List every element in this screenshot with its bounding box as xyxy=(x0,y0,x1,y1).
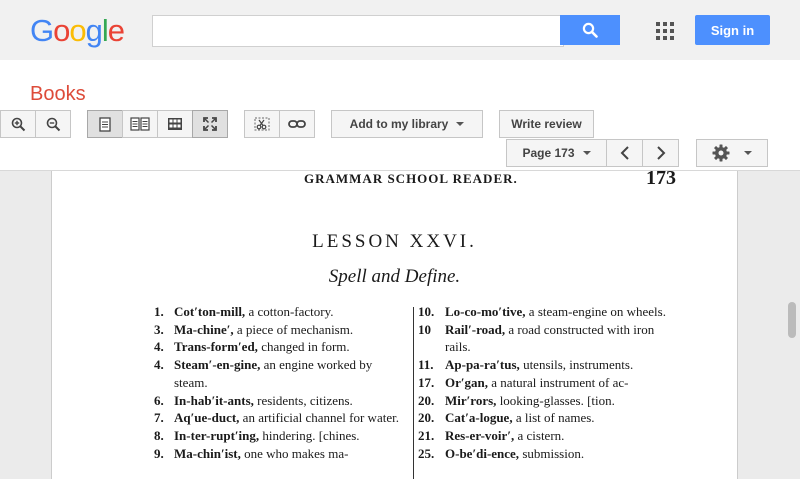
entry-number: 1. xyxy=(154,304,164,319)
entry-definition: submission. xyxy=(519,445,585,461)
vocab-entry xyxy=(154,356,407,391)
single-page-icon xyxy=(99,117,111,132)
entry-number: 10 xyxy=(418,321,431,337)
entry-number: 9. xyxy=(154,445,164,461)
thumbnail-view-button[interactable] xyxy=(157,110,193,138)
google-logo[interactable] xyxy=(30,14,124,48)
fullscreen-icon xyxy=(203,117,217,131)
vocab-entry xyxy=(418,392,676,410)
chevron-down-icon xyxy=(744,151,752,155)
entry-definition: a cotton-factory. xyxy=(245,304,334,319)
fullscreen-button[interactable] xyxy=(192,110,228,138)
vocab-entry xyxy=(154,445,407,463)
logo-letter: o xyxy=(69,13,86,48)
lesson-title: LESSON XXVI. xyxy=(312,231,477,252)
entry-term: Trans-form′ed, xyxy=(174,339,258,355)
logo-letter: l xyxy=(101,13,108,48)
single-page-view-button[interactable] xyxy=(87,110,123,138)
entry-term: Res-er-voir′, xyxy=(445,427,515,443)
entry-number: 20. xyxy=(418,410,435,426)
entry-number: 25. xyxy=(418,445,435,461)
running-head: GRAMMAR SCHOOL READER. xyxy=(304,171,518,186)
left-vocab-column xyxy=(154,303,407,462)
entry-term: Lo-co-mo′tive, xyxy=(445,304,526,319)
right-vocab-column xyxy=(418,303,676,462)
entry-term: Aq′ue-duct, xyxy=(174,410,240,426)
book-page xyxy=(51,171,738,479)
write-review-label: Write review xyxy=(511,117,582,131)
entry-number: 6. xyxy=(154,392,164,408)
link-icon xyxy=(288,119,306,129)
vocab-entry xyxy=(418,409,676,427)
logo-letter: e xyxy=(107,13,125,48)
entry-number: 17. xyxy=(418,374,435,390)
entry-definition: hindering. [chines. xyxy=(259,427,360,443)
entry-number: 20. xyxy=(418,392,435,408)
gear-icon xyxy=(712,144,730,162)
zoom-out-icon xyxy=(46,117,61,132)
page-select-dropdown[interactable] xyxy=(506,139,607,167)
logo-letter: g xyxy=(85,13,102,48)
entry-definition: residents, citizens. xyxy=(253,392,353,408)
chevron-left-icon xyxy=(620,146,630,160)
entry-term: In-hab′it-ants, xyxy=(174,392,254,408)
zoom-in-button[interactable] xyxy=(0,110,36,138)
book-viewer[interactable] xyxy=(0,171,800,479)
clip-button[interactable] xyxy=(244,110,280,138)
entry-term: Ap-pa-ra′tus, xyxy=(445,357,520,373)
vocab-entry xyxy=(418,303,676,321)
entry-term: Rail′-road, xyxy=(445,321,506,337)
entry-definition: a natural instrument of ac- xyxy=(488,374,629,390)
page-select-label: Page 173 xyxy=(522,146,575,160)
entry-term: Ma-chine′, xyxy=(174,321,234,337)
page-number: 173 xyxy=(646,171,676,189)
lesson-subhead: Spell and Define. xyxy=(328,266,461,287)
two-page-view-button[interactable] xyxy=(122,110,158,138)
entry-definition: changed in form. xyxy=(257,339,350,355)
entry-definition: an artificial channel for water. xyxy=(239,410,399,426)
entry-number: 7. xyxy=(154,410,164,426)
entry-number: 8. xyxy=(154,427,164,443)
entry-definition: one who makes ma- xyxy=(240,445,349,461)
previous-page-button[interactable] xyxy=(606,139,643,167)
entry-definition: a cistern. xyxy=(514,427,565,443)
vocab-entry xyxy=(154,427,407,445)
entry-definition: a road constructed with iron rails. xyxy=(445,321,655,355)
search-icon xyxy=(582,22,598,38)
chevron-down-icon xyxy=(583,151,591,155)
entry-number: 4. xyxy=(154,339,164,355)
sign-in-button[interactable]: Sign in xyxy=(695,15,770,45)
scissors-icon xyxy=(254,117,270,131)
entry-term: Or′gan, xyxy=(445,374,489,390)
entry-definition: a steam-engine on wheels. xyxy=(525,304,666,319)
zoom-in-icon xyxy=(11,117,26,132)
entry-number: 10. xyxy=(418,304,435,319)
entry-number: 11. xyxy=(418,357,434,373)
vocab-entry xyxy=(418,427,676,445)
entry-term: Cat′a-logue, xyxy=(445,410,513,426)
top-header xyxy=(0,0,800,60)
search-input[interactable] xyxy=(152,15,564,47)
vertical-scrollbar[interactable] xyxy=(788,302,796,338)
vocab-entry xyxy=(154,392,407,410)
entry-term: Cot′ton-mill, xyxy=(174,304,246,319)
vocab-entry xyxy=(418,356,676,374)
entry-definition: looking-glasses. [tion. xyxy=(496,392,615,408)
vocab-entry xyxy=(154,303,407,321)
entry-term: In-ter-rupt′ing, xyxy=(174,427,260,443)
vocab-entry xyxy=(154,338,407,356)
settings-dropdown[interactable] xyxy=(696,139,768,167)
entry-number: 4. xyxy=(154,357,164,373)
search-button[interactable] xyxy=(560,15,620,45)
entry-definition: an engine worked by steam. xyxy=(174,357,373,390)
add-to-library-label: Add to my library xyxy=(349,117,449,131)
books-toolbar xyxy=(0,60,800,171)
books-title[interactable]: Books xyxy=(30,83,86,105)
entry-number: 21. xyxy=(418,427,435,443)
apps-grid-icon[interactable] xyxy=(656,22,674,40)
logo-letter: o xyxy=(53,13,70,48)
entry-term: O-be′di-ence, xyxy=(445,445,520,461)
zoom-out-button[interactable] xyxy=(35,110,71,138)
logo-letter: G xyxy=(30,13,54,48)
grid-icon xyxy=(168,118,182,130)
link-button[interactable] xyxy=(279,110,315,138)
vocab-entry xyxy=(154,409,407,427)
vocab-entry xyxy=(418,321,676,356)
column-divider xyxy=(413,307,414,479)
chevron-down-icon xyxy=(456,122,464,126)
entry-number: 3. xyxy=(154,321,164,337)
entry-term: Steam′-en-gine, xyxy=(174,357,261,373)
vocab-entry xyxy=(154,321,407,339)
vocab-entry xyxy=(418,445,676,463)
entry-term: Mir′rors, xyxy=(445,392,497,408)
entry-definition: a piece of mechanism. xyxy=(233,321,354,337)
entry-term: Ma-chin′ist, xyxy=(174,445,241,461)
two-page-icon xyxy=(130,117,150,131)
vocab-entry xyxy=(418,374,676,392)
next-page-button[interactable] xyxy=(642,139,679,167)
entry-definition: utensils, instruments. xyxy=(519,357,634,373)
write-review-button[interactable] xyxy=(499,110,594,138)
chevron-right-icon xyxy=(656,146,666,160)
entry-definition: a list of names. xyxy=(512,410,595,426)
add-to-library-button[interactable] xyxy=(331,110,483,138)
